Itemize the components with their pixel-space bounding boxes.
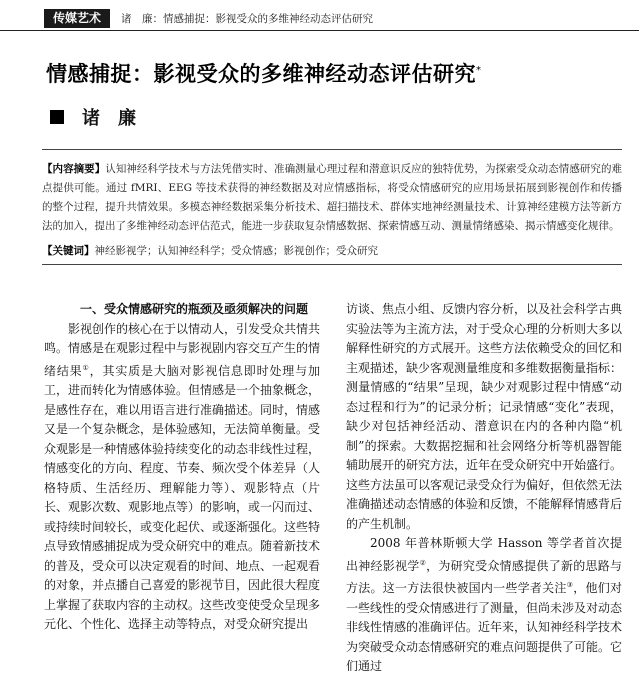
article-title <box>46 58 482 88</box>
header-rule <box>0 30 639 31</box>
paragraph-text: ，他们对一些线性的受众情感进行了测量，但尚未涉及对动态非线性情感的准确评估。近年来，认知神经科学技术为突破受众动态情感研究的难点问题提供了可能。它们通过 <box>346 581 623 673</box>
keywords-text: 神经影视学；认知神经科学；受众情感；影视创作；受众研究 <box>94 245 378 257</box>
title-text: 情感捕捉：影视受众的多维神经动态评估研究 <box>46 62 476 86</box>
paragraph-text: 2008 年普林斯顿大学 Hasson 等学者首次提出神经影视学 <box>346 536 622 573</box>
paragraph <box>346 534 622 677</box>
running-head: 诸 廉：情感捕捉：影视受众的多维神经动态评估研究 <box>121 13 373 25</box>
abstract <box>42 160 622 236</box>
title-footnote-mark: * <box>476 65 482 76</box>
paragraph-text: ，为研究受众情感提供了新的思路与方法。这一方法很快被国内一些学者关注 <box>346 558 622 595</box>
body-column-left <box>44 300 320 635</box>
paragraph <box>44 320 320 635</box>
author-marker-square <box>50 110 64 124</box>
footnote-ref: ② <box>419 558 427 567</box>
author-name: 诸廉 <box>82 108 154 129</box>
abstract-top-rule <box>42 149 622 150</box>
keywords-label: 【关键词】 <box>42 245 95 257</box>
running-header <box>0 0 639 30</box>
abstract-text: 认知神经科学技术与方法凭借实时、准确测量心理过程和潜意识反应的独特优势，为探索受众动态情感研究的难点提供可能。通过 fMRI、EEG 等技术获得的神经数据及对应情感指标，将受众情感研究的应用场景拓展到影视创作和传播的整个过程，提升共情效果。多模态神经数据采集分析技术、超扫描技术、群体实地神经测量技术、计算神经建模方法等新方法的加入，提出了多维神经动态评估范式，能进一步获取复杂情感数据、探索情感互动、测量情绪感染、揭示情感变化规律。 <box>42 163 623 232</box>
paragraph-text: ，其实质是大脑对影视信息即时处理与加工，进而转化为情感体验。但情感是一个抽象概念，是感性存在，难以用语言进行准确描述。同时，情感又是一个复杂概念，是体验感知，无法简单衡量。受众观影是一种情感体验持续变化的动态非线性过程，情感变化的方向、程度、节奏、频次受个体差异（人格特质、生活经历、理解能力等）、观影特点（片长、观影次数、观影地点等）的影响，或一闪而过、或持续时间较长，或变化起伏、或逐渐强化。这些特点导致情感捕捉成为受众研究中的难点。随着新技术的普及，受众可以决定观看的时间、地点、一起观看的对象，并点播自己喜爱的影视节目，因此很大程度上掌握了获取内容的主动权。这些改变使受众呈现多元化、个性化、选择主动等特点，对受众研究提出 <box>44 363 321 631</box>
abstract-bottom-rule <box>42 264 622 265</box>
body-column-right <box>346 300 622 677</box>
keywords <box>42 242 622 261</box>
section-tag: 传媒艺术 <box>44 9 110 28</box>
paragraph: 访谈、焦点小组、反馈内容分析，以及社会科学古典实验法等为主流方法，对于受众心理的分析则大多以解释性研究的方式展开。这些方法依赖受众的回忆和主观描述，缺少客观测量维度和多维数据衡量指标：测量情感的“结果”呈现，缺少对观影过程中情感“动态过程和行为”的记录分析；记录情感“变化”表现，缺少对包括神经活动、潜意识在内的各种内隐“机制”的探索。大数据挖掘和社会网络分析等机器智能辅助展开的研究方法，近年在受众研究中开始盛行。这些方法虽可以客观记录受众行为偏好，但依然无法准确描述动态情感的体验和反馈，不能解释情感背后的产生机制。 <box>346 302 623 531</box>
paragraph-text: 影视创作的核心在于以情动人，引发受众共情共鸣。情感是在观影过程中与影视剧内容交互产生的情绪结果 <box>44 321 321 378</box>
footnote-ref: ③ <box>566 581 574 589</box>
section-heading: 一、受众情感研究的瓶颈及亟须解决的问题 <box>79 302 308 316</box>
abstract-label: 【内容摘要】 <box>42 163 106 175</box>
footnote-ref: ① <box>82 363 90 372</box>
